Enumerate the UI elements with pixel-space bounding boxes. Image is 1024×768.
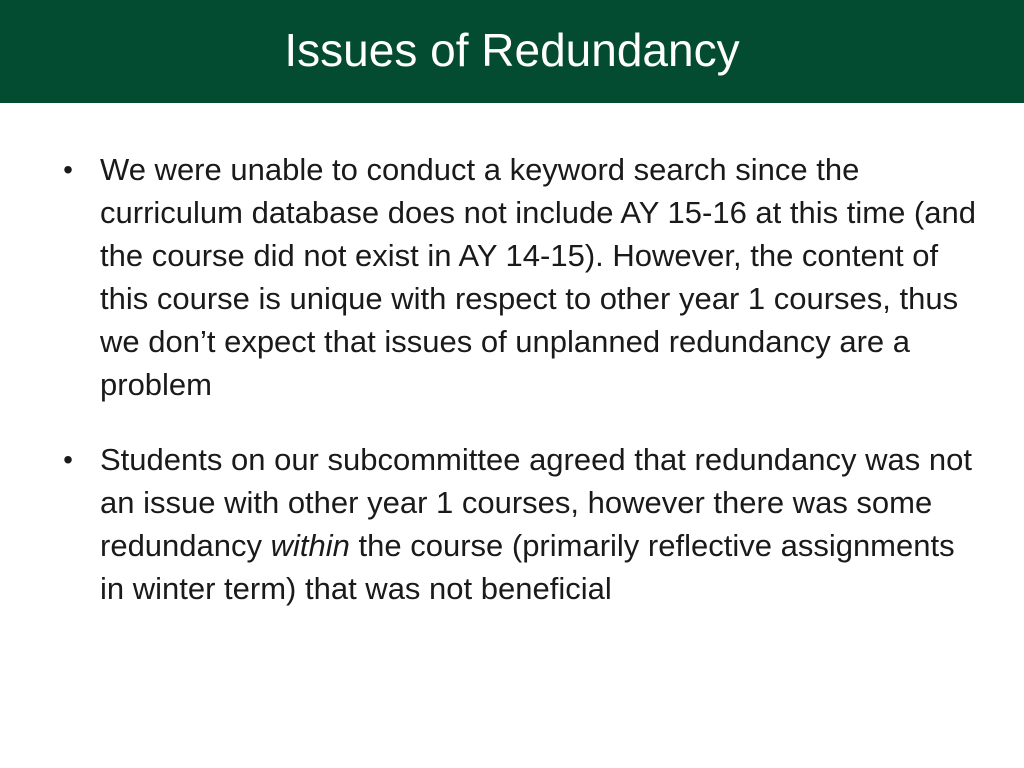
bullet-icon: • [63, 444, 73, 475]
bullet-icon: • [63, 154, 73, 185]
bullet-text-2 [100, 442, 972, 606]
bullet-item-2 [58, 438, 978, 610]
bullet-text-2-before: Students on our subcommittee agreed that redundancy was not an issue with other year 1 courses, however there was some redundancy [100, 442, 972, 563]
bullet-text-1: We were unable to conduct a keyword search since the curriculum database does not include AY 15-16 at this time (and the course did not exist in AY 14-15). However, the content of this course is unique with respect to other year 1 courses, thus we don’t expect that issues of unplanned redundancy are a problem [100, 152, 976, 402]
title-bar [0, 0, 1024, 103]
bullet-item-1 [58, 148, 978, 406]
slide-title: Issues of Redundancy [284, 23, 740, 76]
bullet-list [58, 148, 978, 610]
bullet-text-2-after: the course (primarily reflective assignments in winter term) that was not beneficial [100, 528, 955, 606]
bullet-text-2-emphasis: within [270, 528, 350, 563]
